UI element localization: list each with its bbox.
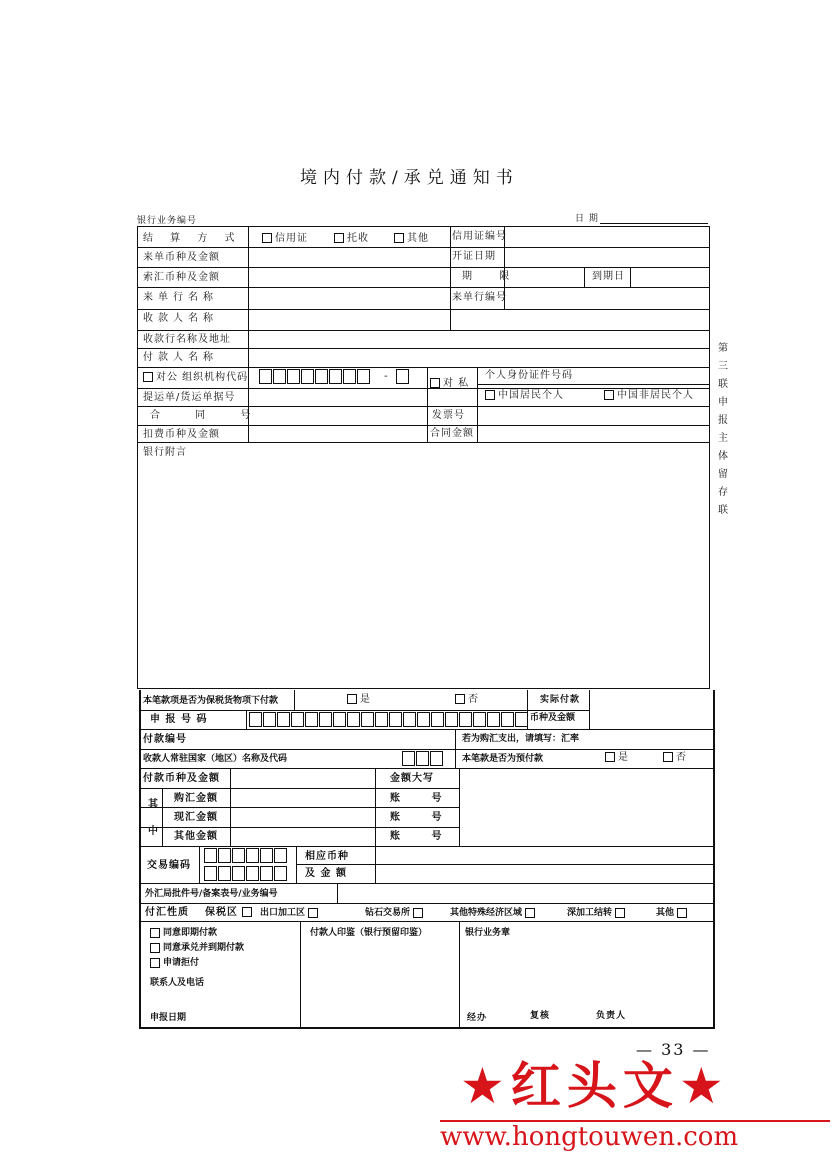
checkbox[interactable] [242, 907, 252, 917]
refuse-option[interactable]: 申请拒付 [150, 957, 199, 969]
tx-code-boxes-1[interactable] [204, 848, 287, 863]
public-label[interactable]: 对公 组织机构代码 [143, 372, 248, 384]
bonded-option[interactable]: 保税区 [205, 907, 255, 919]
prepay-question: 本笔款是否为预付款 [462, 754, 544, 764]
bill-currency-label: 来单币种及金额 [143, 252, 220, 263]
country-code-boxes[interactable] [402, 751, 443, 766]
tx-code-label: 交易编码 [147, 860, 191, 871]
checkbox[interactable] [394, 233, 404, 243]
checkbox[interactable] [663, 752, 673, 762]
checkbox[interactable] [334, 233, 344, 243]
account-label-3: 账 号 [390, 831, 456, 842]
contract-amount-label: 合同金额 [430, 428, 474, 439]
prepay-no[interactable]: 否 [663, 752, 687, 764]
apply-date-label: 申报日期 [150, 1013, 187, 1023]
reviewer-label: 复核 [530, 1011, 551, 1021]
account-label-1: 账 号 [390, 793, 456, 804]
checkbox[interactable] [347, 694, 357, 704]
contact-label: 联系人及电话 [150, 978, 205, 988]
diamond-option[interactable]: 钻石交易所 [365, 907, 426, 919]
checkbox[interactable] [430, 378, 440, 388]
country-label: 收款人常驻国家（地区）名称及代码 [143, 754, 288, 764]
claim-currency-label: 索汇币种及金额 [143, 272, 220, 283]
agree-accept-option[interactable]: 同意承兑并到期付款 [150, 942, 244, 954]
checkbox[interactable] [604, 390, 614, 400]
checkbox[interactable] [485, 390, 495, 400]
remit-bank-ref-label: 来单行编号 [452, 292, 507, 303]
id-label: 个人身份证件号码 [485, 370, 573, 381]
issue-date-label: 开证日期 [452, 251, 496, 262]
resident-option[interactable]: 中国居民个人 [485, 390, 564, 402]
checkbox[interactable] [615, 908, 625, 918]
checkbox[interactable] [677, 908, 687, 918]
payee-label: 收款人名称 [143, 313, 218, 324]
other-option[interactable]: 其他 [656, 907, 690, 919]
nonresident-option[interactable]: 中国非居民个人 [604, 390, 694, 402]
checkbox[interactable] [308, 908, 318, 918]
opt-lc[interactable]: 信用证 [262, 233, 308, 245]
checkbox[interactable] [525, 908, 535, 918]
invoice-label: 发票号 [432, 410, 465, 421]
manager-label: 负责人 [596, 1011, 627, 1021]
deep-processing-option[interactable]: 深加工结转 [567, 907, 628, 919]
contract-label: 合 同 号 [150, 410, 267, 421]
goods-no[interactable]: 否 [455, 694, 479, 706]
checkbox[interactable] [150, 943, 160, 953]
page-number: — 33 — [636, 1040, 711, 1059]
handler-label: 经办 [467, 1013, 488, 1023]
of-which-label-2: 中 [148, 826, 159, 837]
of-which-label: 其 [148, 799, 159, 810]
corr-currency-label: 相应币种 [305, 851, 349, 862]
due-date-label: 到期日 [592, 271, 625, 282]
checkbox[interactable] [455, 694, 465, 704]
deduct-label: 扣费币种及金额 [143, 429, 220, 440]
other-amount-label: 其他金额 [174, 831, 218, 842]
settlement-label: 结 算 方 式 [143, 233, 242, 244]
bank-ref-label: 银行业务编号 [137, 216, 198, 226]
side-copy-label: 第 三 联 申 报 主 体 留 存 联 [718, 343, 728, 516]
checkbox[interactable] [413, 908, 423, 918]
corr-currency-label-2: 及 金 额 [305, 868, 347, 879]
special-zone-option[interactable]: 其他特殊经济区域 [450, 907, 538, 919]
export-zone-option[interactable]: 出口加工区 [260, 907, 321, 919]
fx-note: 若为购汇支出，请填写：汇率 [462, 734, 580, 744]
checkbox[interactable] [262, 233, 272, 243]
tx-code-boxes-2[interactable] [204, 866, 287, 881]
amount-words-label: 金额大写 [390, 773, 434, 784]
opt-collection[interactable]: 托收 [334, 233, 369, 245]
lc-no-label: 信用证编号 [452, 231, 507, 242]
tenor-label: 期 限 [462, 271, 522, 282]
goods-yes[interactable]: 是 [347, 694, 371, 706]
org-code-check-box[interactable] [396, 369, 409, 384]
checkbox[interactable] [143, 372, 153, 382]
payee-bank-label: 收款行名称及地址 [143, 334, 231, 345]
account-label-2: 账 号 [390, 812, 456, 823]
checkbox[interactable] [150, 958, 160, 968]
pay-nature-label: 付汇性质 [145, 907, 189, 918]
fx-approval-label: 外汇局批件号/备案表号/业务编号 [145, 889, 278, 899]
watermark-logo: ★红头文★ [460, 1057, 730, 1115]
remarks-label: 银行附言 [143, 447, 187, 458]
prepay-yes[interactable]: 是 [605, 752, 629, 764]
payer-seal-label: 付款人印鉴（银行预留印鉴） [310, 928, 428, 938]
private-label[interactable]: 对 私 [430, 378, 469, 390]
declare-no-label: 申 报 号 码 [150, 714, 208, 725]
watermark-url: www.hongtouwen.com [440, 1122, 739, 1152]
agree-pay-option[interactable]: 同意即期付款 [150, 927, 217, 939]
date-label: 日 期 [575, 214, 599, 224]
checkbox[interactable] [605, 752, 615, 762]
pay-currency-label: 付款币种及金额 [143, 773, 220, 784]
opt-other[interactable]: 其他 [394, 233, 429, 245]
purchase-amount-label: 购汇金额 [174, 793, 218, 804]
actual-pay-label-2: 币种及金额 [530, 713, 576, 723]
bl-label: 提运单/货运单据号 [143, 392, 236, 403]
remit-bank-label: 来单行名称 [143, 292, 218, 303]
checkbox[interactable] [150, 928, 160, 938]
payer-label: 付款人名称 [143, 352, 218, 363]
org-code-boxes[interactable] [259, 369, 370, 384]
spot-amount-label: 现汇金额 [174, 812, 218, 823]
pay-no-label: 付款编号 [143, 734, 187, 745]
bank-seal-label: 银行业务章 [465, 928, 511, 938]
declare-no-boxes[interactable] [249, 712, 528, 727]
actual-pay-label: 实际付款 [540, 695, 581, 705]
form-title: 境内付款/承兑通知书 [300, 168, 519, 188]
goods-question: 本笔款项是否为保税货物项下付款 [143, 696, 279, 706]
